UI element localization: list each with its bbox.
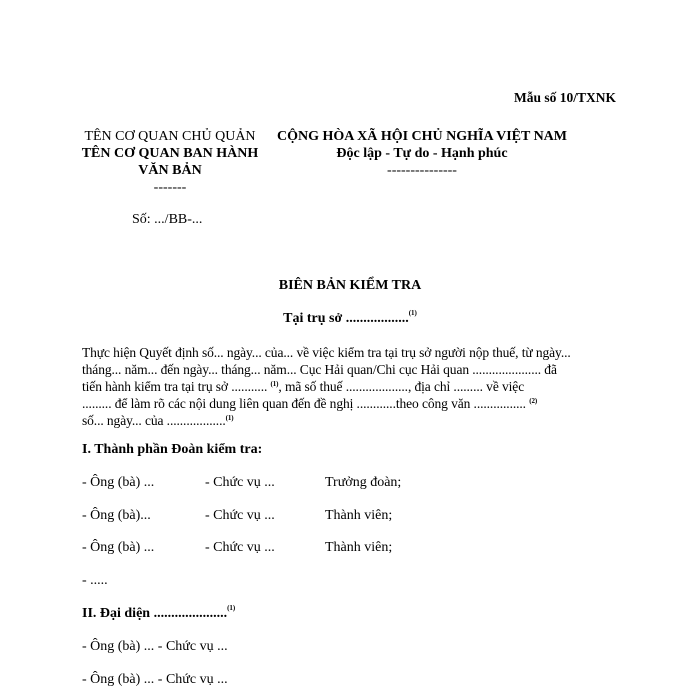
intro-line: tháng... năm... đến ngày... tháng... năm... Cục Hải quan/Chi cục Hải quan ..................... đã — [82, 362, 557, 377]
national-motto: Độc lập - Tự do - Hạnh phúc — [336, 146, 508, 161]
footnote-ref: (2) — [529, 397, 538, 405]
issuing-agency-name: TÊN CƠ QUAN BAN HÀNH — [81, 146, 259, 161]
member-position: - Chức vụ ... — [205, 540, 275, 555]
representative-line: - Ông (bà) ... - Chức vụ ... — [82, 639, 228, 654]
national-title: CỘNG HÒA XÃ HỘI CHỦ NGHĨA VIỆT NAM — [276, 129, 567, 144]
document-subtitle — [0, 311, 700, 327]
footnote-ref: (1) — [408, 309, 417, 317]
left-header-divider: ------- — [153, 180, 187, 195]
member-role: Trưởng đoàn; — [325, 475, 402, 490]
representative-heading: II. Đại diện ..................... — [82, 606, 228, 621]
intro-text: số... ngày... của .................. — [82, 413, 226, 428]
document-title: BIÊN BẢN KIỂM TRA — [278, 278, 422, 293]
member-list-continuation: - ..... — [82, 573, 108, 588]
footnote-ref: (1) — [227, 604, 236, 612]
representative-line: - Ông (bà) ... - Chức vụ ... — [82, 672, 228, 687]
subtitle-text: Tại trụ sở .................. — [283, 311, 409, 326]
intro-text: tiến hành kiểm tra tại trụ sở ........... — [82, 379, 271, 394]
intro-text: , mã số thuế ..................., địa chỉ ......... về việc — [278, 379, 525, 394]
section-heading — [82, 606, 235, 622]
member-name: - Ông (bà) ... — [82, 475, 155, 490]
member-name: - Ông (bà)... — [82, 508, 151, 523]
right-header-divider: --------------- — [387, 163, 457, 178]
issuing-authority-header — [70, 128, 270, 196]
member-role: Thành viên; — [325, 508, 393, 523]
intro-text: ......... để làm rõ các nội dung liên quan đến đề nghị ............theo công văn ................ — [82, 396, 530, 411]
issuing-agency-name-cont: VĂN BẢN — [138, 163, 202, 178]
footnote-ref: (1) — [270, 380, 279, 388]
member-name: - Ông (bà) ... — [82, 540, 155, 555]
member-position: - Chức vụ ... — [205, 475, 275, 490]
intro-line — [82, 378, 622, 395]
document-number: Số: .../BB-... — [132, 212, 203, 227]
member-position: - Chức vụ ... — [205, 508, 275, 523]
intro-paragraph — [82, 344, 622, 429]
footnote-ref: (1) — [225, 414, 234, 422]
parent-agency-name: TÊN CƠ QUAN CHỦ QUẢN — [84, 129, 256, 144]
national-header — [262, 128, 582, 179]
section-heading: I. Thành phần Đoàn kiểm tra: — [82, 442, 263, 457]
intro-line — [82, 412, 622, 429]
intro-line: Thực hiện Quyết định số... ngày... của... về việc kiểm tra tại trụ sở người nộp thuế, từ ngày... — [82, 345, 571, 360]
member-role: Thành viên; — [325, 540, 393, 555]
intro-line — [82, 395, 622, 412]
form-number: Mẫu số 10/TXNK — [514, 90, 617, 105]
